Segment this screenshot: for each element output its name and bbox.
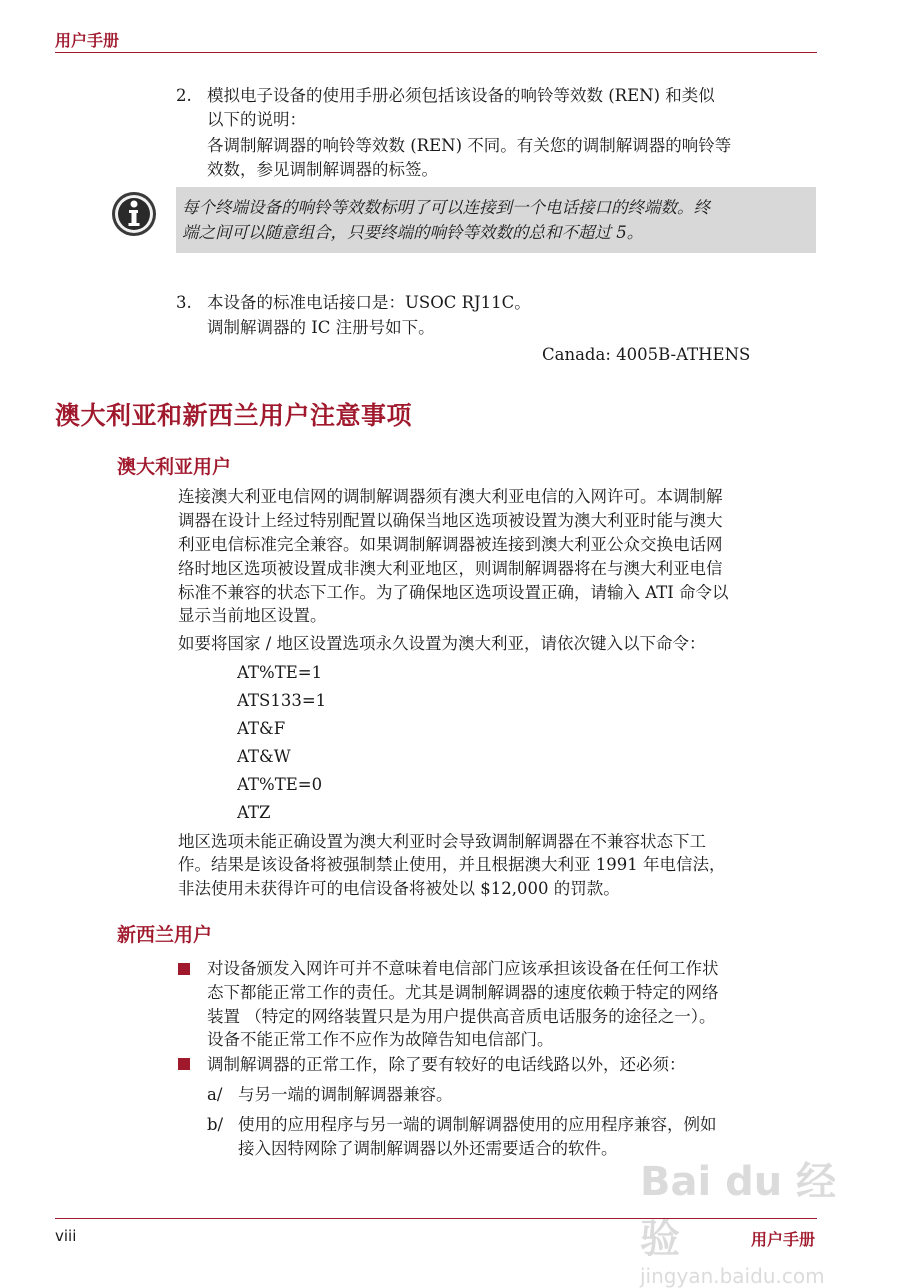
info-icon (110, 190, 158, 238)
note-line1: 每个终端设备的响铃等效数标明了可以连接到一个电话接口的终端数。终 (182, 198, 710, 217)
australia-para1-line3: 利亚电信标准完全兼容。如果调制解调器被连接到澳大利亚公众交换电话网 (178, 535, 723, 554)
item3-number: 3. (176, 293, 192, 312)
bullet-square-icon (178, 963, 190, 975)
australia-para1-line4: 络时地区选项被设置成非澳大利亚地区，则调制解调器将在与澳大利亚电信 (178, 559, 723, 578)
item2-line1: 模拟电子设备的使用手册必须包括该设备的响铃等效数 (REN) 和类似 (207, 86, 715, 105)
nz-bullet1-line4: 设备不能正常工作不应作为故障告知电信部门。 (207, 1030, 554, 1049)
australia-para2: 如要将国家 / 地区设置选项永久设置为澳大利亚，请依次键入以下命令： (178, 634, 706, 653)
footer-rule (55, 1218, 817, 1219)
australia-para1-line5: 标准不兼容的状态下工作。为了确保地区选项设置正确，请输入 ATI 命令以 (178, 583, 729, 602)
nz-bullet2: 调制解调器的正常工作，除了要有较好的电话线路以外，还必须： (207, 1055, 686, 1074)
sub-a-text: 与另一端的调制解调器兼容。 (238, 1085, 453, 1104)
command-2: ATS133=1 (237, 691, 327, 710)
nz-bullet1-line3: 装置 （特定的网络装置只是为用户提供高音质电话服务的途径之一）。 (207, 1007, 716, 1026)
nz-bullet1-line1: 对设备颁发入网许可并不意味着电信部门应该承担该设备在任何工作状 (207, 959, 719, 978)
australia-para3-line1: 地区选项未能正确设置为澳大利亚时会导致调制解调器在不兼容状态下工 (178, 832, 706, 851)
page-number: viii (55, 1227, 77, 1245)
watermark-url: jingyan.baidu.com (640, 1264, 825, 1288)
australia-heading: 澳大利亚用户 (117, 456, 232, 478)
item3-line1: 本设备的标准电话接口是：USOC RJ11C。 (207, 293, 531, 312)
sub-b-label: b/ (207, 1115, 224, 1134)
header-title: 用户手册 (55, 31, 120, 50)
bullet-square-icon (178, 1058, 190, 1070)
canada-ic-number: Canada: 4005B-ATHENS (542, 345, 751, 364)
item2-line4: 效数，参见调制解调器的标签。 (207, 160, 438, 179)
item3-line2: 调制解调器的 IC 注册号如下。 (207, 318, 435, 337)
section-title: 澳大利亚和新西兰用户注意事项 (55, 401, 413, 430)
nz-bullet1-line2: 态下都能正常工作的责任。尤其是调制解调器的速度依赖于特定的网络 (207, 983, 719, 1002)
australia-para1-line1: 连接澳大利亚电信网的调制解调器须有澳大利亚电信的入网许可。本调制解 (178, 487, 723, 506)
footer-title: 用户手册 (750, 1230, 815, 1249)
header-rule (55, 52, 817, 53)
command-1: AT%TE=1 (237, 663, 323, 682)
command-6: ATZ (237, 803, 271, 822)
item2-number: 2. (176, 86, 192, 105)
command-5: AT%TE=0 (237, 775, 323, 794)
command-3: AT&F (237, 719, 286, 738)
sub-b-line1: 使用的应用程序与另一端的调制解调器使用的应用程序兼容，例如 (238, 1115, 717, 1134)
australia-para3-line2: 作。结果是该设备将被强制禁止使用，并且根据澳大利亚 1991 年电信法， (178, 855, 726, 874)
item2-line2: 以下的说明： (207, 110, 306, 129)
sub-a-label: a/ (207, 1085, 223, 1104)
sub-b-line2: 接入因特网除了调制解调器以外还需要适合的软件。 (238, 1139, 618, 1158)
nz-heading: 新西兰用户 (117, 924, 213, 946)
watermark-brand: Bai du 经验 (640, 1159, 837, 1262)
australia-para1-line2: 调器在设计上经过特别配置以确保当地区选项被设置为澳大利亚时能与澳大 (178, 511, 723, 530)
australia-para1-line6: 显示当前地区设置。 (178, 606, 327, 625)
australia-para3-line3: 非法使用未获得许可的电信设备将被处以 $12,000 的罚款。 (178, 879, 620, 898)
command-4: AT&W (237, 747, 291, 766)
note-text (182, 195, 810, 245)
note-line2: 端之间可以随意组合，只要终端的响铃等效数的总和不超过 5。 (182, 223, 644, 242)
item2-line3: 各调制解调器的响铃等效数 (REN) 不同。有关您的调制解调器的响铃等 (207, 136, 732, 155)
